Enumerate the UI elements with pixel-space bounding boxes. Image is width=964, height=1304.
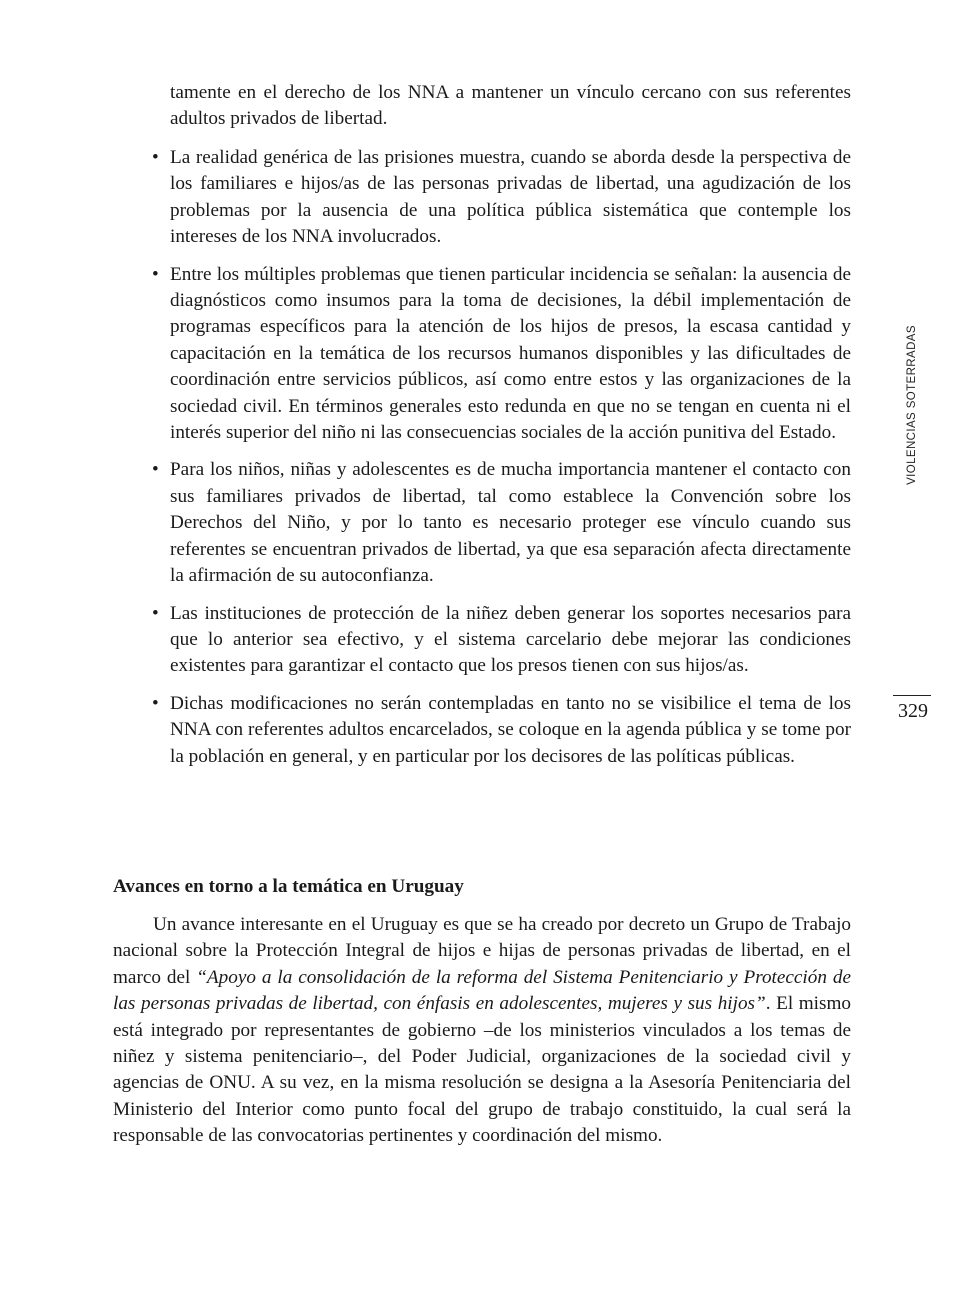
bullet-text: Las instituciones de protección de la niñez deben generar los soportes necesarios para que lo anterior sea efectivo, y el sistema carcelario debe mejorar las condiciones existentes para garantizar el contacto que los presos tienen con sus hijos/as. — [170, 602, 851, 677]
bullet-icon: • — [152, 692, 159, 714]
bullet-item — [152, 262, 851, 447]
bullet-text: Para los niños, niñas y adolescentes es de mucha importancia mantener el contacto con sus familiares privados de libertad, tal como establece la Convención sobre los Derechos del Niño, y por lo tanto es necesario proteger ese vínculo cuando sus referentes se encuentran privados de libertad, ya que esa separación afecta directamente la afirmación de su autoconfianza. — [170, 459, 851, 587]
paragraph-italic-title: “Apoyo a la consolidación de la reforma del Sistema Penitenciario y Protección de las personas privadas de libertad, con énfasis en adolescentes, mujeres y sus hijos” — [113, 966, 851, 1015]
bullet-text: Entre los múltiples problemas que tienen particular incidencia se señalan: la ausencia de diagnósticos como insumos para la toma de decisiones, la débil implementación de programas específicos para la atención de los hijos de presos, la escasa cantidad y capacitación en la temática de los recursos humanos disponibles y las dificultades de coordinación entre servicios públicos, así como entre estos y las organizaciones de la sociedad civil. En términos generales esto redunda en que no se tengan en cuenta ni el interés superior del niño ni las consecuencias sociales de la acción punitiva del Estado. — [170, 263, 851, 444]
bullet-item — [152, 145, 851, 251]
bullet-icon: • — [152, 147, 159, 168]
section-heading: Avances en torno a la temática en Uruguay — [113, 876, 464, 897]
bullet-item — [152, 457, 851, 589]
page-number: 329 — [898, 700, 928, 722]
running-head: VIOLENCIAS SOTERRADAS — [906, 325, 918, 485]
bullet-list — [152, 145, 851, 781]
paragraph-text-start: Un avance interesante en el Uruguay es que se ha creado por decreto un Grupo de Trabajo nacional sobre la Protección Integral de hijos e hijas de personas privadas de libertad, en el marco del — [113, 914, 851, 988]
continued-paragraph: tamente en el derecho de los NNA a mantener un vínculo cercano con sus referentes adultos privados de libertad. — [170, 82, 851, 130]
section-paragraph — [113, 912, 851, 1150]
bullet-icon: • — [152, 459, 159, 481]
bullet-item — [152, 601, 851, 680]
bullet-text: La realidad genérica de las prisiones muestra, cuando se aborda desde la perspectiva de los familiares e hijos/as de las personas privadas de libertad, una agudización de los problemas por la ausencia de una política pública sistemática que contemple los intereses de los NNA involucrados. — [170, 147, 851, 248]
paragraph-text-end: . El mismo está integrado por representantes de gobierno –de los ministerios vinculados a los temas de niñez y sistema penitenciario–, del Poder Judicial, organizaciones de la sociedad civil y agencias de ONU. A su vez, en la misma resolución se designa a la Asesoría Penitenciaria del Ministerio del Interior como punto focal del grupo de trabajo constituido, la cual será la responsable de las convocatorias pertinentes y coordinación del mismo. — [113, 993, 851, 1147]
bullet-icon: • — [152, 263, 159, 285]
bullet-text: Dichas modificaciones no serán contempladas en tanto no se visibilice el tema de los NNA con referentes adultos encarcelados, se coloque en la agenda pública y se tome por la población en general, y en particular por los decisores de las políticas públicas. — [170, 692, 851, 767]
bullet-item — [152, 691, 851, 770]
bullet-icon: • — [152, 602, 159, 624]
page-number-rule — [893, 695, 931, 696]
